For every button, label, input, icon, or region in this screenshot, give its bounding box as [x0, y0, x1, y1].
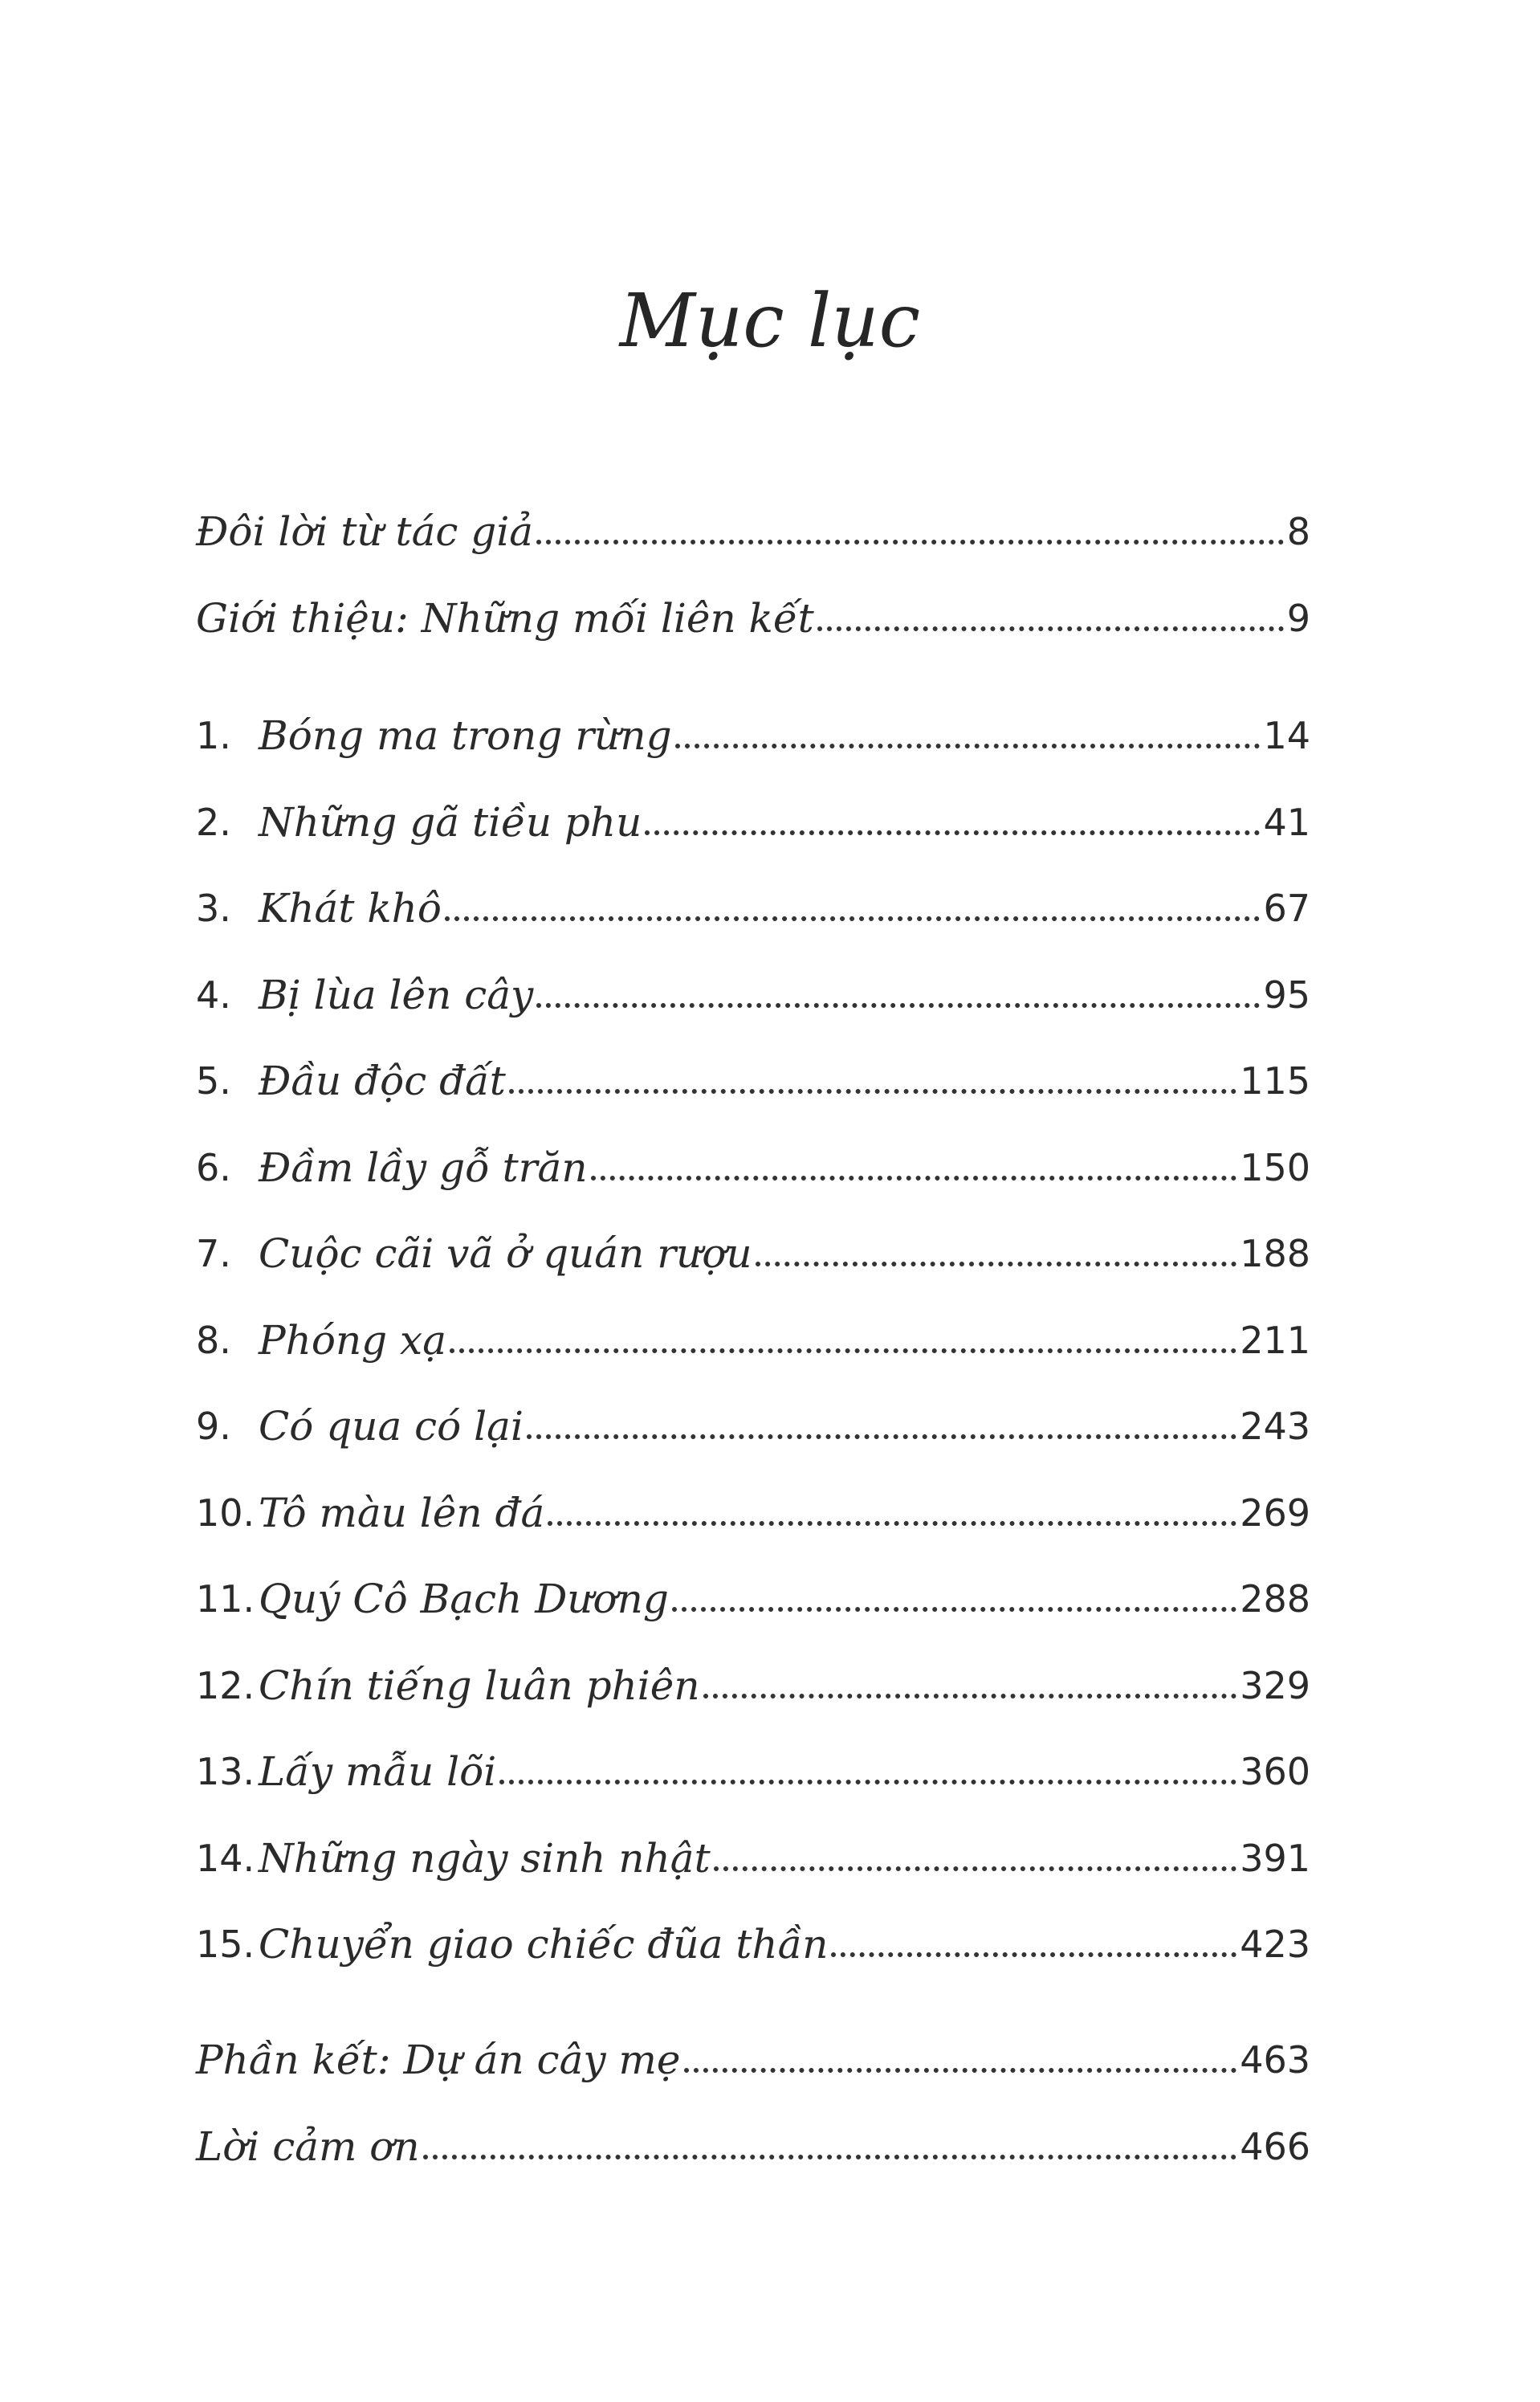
- toc-page-number: 329: [1240, 1664, 1310, 1707]
- dot-leader: [548, 1521, 1236, 1526]
- toc-entry-label: Có qua có lại: [259, 1403, 524, 1450]
- toc-entry-label: Phóng xạ: [259, 1317, 447, 1364]
- chapter-number: 15.: [196, 1923, 255, 1966]
- toc-entry-label: Đầu độc đất: [259, 1058, 506, 1104]
- toc-entry-label: Cuộc cãi vã ở quán rượu: [259, 1230, 752, 1277]
- toc-entry-chapter[interactable]: [196, 1041, 1310, 1105]
- toc-entry-label: Phần kết: Dự án cây mẹ: [196, 2037, 681, 2083]
- toc-page-number: 95: [1263, 973, 1310, 1017]
- dot-leader: [703, 1694, 1237, 1699]
- toc-entry-chapter[interactable]: [196, 1128, 1310, 1192]
- chapter-number: 4.: [196, 973, 231, 1017]
- chapter-number: 1.: [196, 714, 231, 757]
- chapter-number: 9.: [196, 1405, 231, 1448]
- chapter-number: 5.: [196, 1059, 231, 1103]
- dot-leader: [423, 2155, 1237, 2159]
- chapter-number: 2.: [196, 801, 231, 844]
- chapter-number: 10.: [196, 1491, 255, 1535]
- toc-page-number: 14: [1263, 714, 1310, 757]
- toc-entry-chapter[interactable]: [196, 1646, 1310, 1710]
- toc-page-number: 9: [1286, 597, 1310, 640]
- dot-leader: [536, 1003, 1260, 1008]
- toc-entry-front[interactable]: [196, 491, 1310, 556]
- toc-entry-label: Bóng ma trong rừng: [259, 712, 672, 759]
- toc-page-number: 466: [1240, 2125, 1310, 2168]
- toc-entry-label: Bị lùa lên cây: [259, 972, 534, 1018]
- toc-entry-chapter[interactable]: [196, 695, 1310, 760]
- toc-page-number: 67: [1263, 887, 1310, 930]
- toc-page-number: 115: [1240, 1059, 1310, 1103]
- dot-leader: [450, 1348, 1236, 1353]
- toc-page-number: 41: [1263, 801, 1310, 844]
- chapter-number: 3.: [196, 887, 231, 930]
- dot-leader: [645, 830, 1260, 835]
- chapter-number: 11.: [196, 1577, 255, 1621]
- toc-entry-label: Đôi lời từ tác giả: [196, 508, 534, 555]
- toc-entry-label: Lấy mẫu lõi: [259, 1748, 497, 1795]
- toc-entry-label: Chín tiếng luân phiên: [259, 1662, 700, 1709]
- toc-entry-label: Đầm lầy gỗ trăn: [259, 1144, 588, 1191]
- toc-entry-chapter[interactable]: [196, 1731, 1310, 1796]
- page-title: Mục lục: [619, 278, 921, 364]
- toc-page-number: 463: [1240, 2038, 1310, 2082]
- toc-entry-front[interactable]: [196, 578, 1310, 642]
- chapter-number: 6.: [196, 1146, 231, 1189]
- toc-page-number: 288: [1240, 1577, 1310, 1621]
- toc-entry-label: Khát khô: [259, 885, 442, 932]
- toc-page-number: 269: [1240, 1491, 1310, 1535]
- toc-entry-back[interactable]: [196, 2106, 1310, 2171]
- dot-leader: [445, 916, 1260, 921]
- toc-page-number: 243: [1240, 1405, 1310, 1448]
- dot-leader: [527, 1434, 1236, 1439]
- chapter-number: 7.: [196, 1232, 231, 1275]
- dot-leader: [591, 1176, 1237, 1181]
- toc-entry-label: Những ngày sinh nhật: [259, 1835, 711, 1882]
- toc-page-number: 150: [1240, 1146, 1310, 1189]
- toc-page-number: 211: [1240, 1319, 1310, 1362]
- dot-leader: [684, 2068, 1237, 2073]
- dot-leader: [675, 744, 1261, 748]
- chapter-number: 14.: [196, 1837, 255, 1880]
- toc-page-number: 360: [1240, 1750, 1310, 1793]
- toc-entry-label: Những gã tiều phu: [259, 799, 642, 846]
- toc-entry-label: Quý Cô Bạch Dương: [259, 1576, 669, 1622]
- chapter-number: 12.: [196, 1664, 255, 1707]
- toc-entry-label: Lời cảm ơn: [196, 2123, 420, 2170]
- toc-page-number: 423: [1240, 1923, 1310, 1966]
- dot-leader: [499, 1780, 1236, 1784]
- toc-entry-chapter[interactable]: [196, 1559, 1310, 1623]
- chapter-number: 13.: [196, 1750, 255, 1793]
- toc-page-number: 391: [1240, 1837, 1310, 1880]
- toc-page-number: 8: [1286, 510, 1310, 553]
- dot-leader: [714, 1866, 1237, 1871]
- dot-leader: [817, 626, 1284, 631]
- toc-entry-label: Chuyển giao chiếc đũa thần: [259, 1921, 829, 1968]
- toc-entry-chapter[interactable]: [196, 1818, 1310, 1882]
- toc-entry-chapter[interactable]: [196, 868, 1310, 932]
- dot-leader: [831, 1952, 1236, 1957]
- toc-entry-label: Tô màu lên đá: [259, 1490, 545, 1536]
- toc-entry-chapter[interactable]: [196, 782, 1310, 846]
- toc-entry-chapter[interactable]: [196, 1904, 1310, 1968]
- toc-entry-chapter[interactable]: [196, 1213, 1310, 1278]
- dot-leader: [509, 1089, 1236, 1094]
- dot-leader: [536, 540, 1284, 544]
- chapter-number: 8.: [196, 1319, 231, 1362]
- toc-entry-label: Giới thiệu: Những mối liên kết: [196, 595, 814, 642]
- dot-leader: [672, 1607, 1236, 1612]
- toc-entry-chapter[interactable]: [196, 1386, 1310, 1450]
- toc-entry-chapter[interactable]: [196, 955, 1310, 1019]
- dot-leader: [756, 1262, 1237, 1266]
- toc-entry-chapter[interactable]: [196, 1473, 1310, 1537]
- toc-entry-back[interactable]: [196, 2020, 1310, 2084]
- toc-entry-chapter[interactable]: [196, 1300, 1310, 1364]
- toc-page-number: 188: [1240, 1232, 1310, 1275]
